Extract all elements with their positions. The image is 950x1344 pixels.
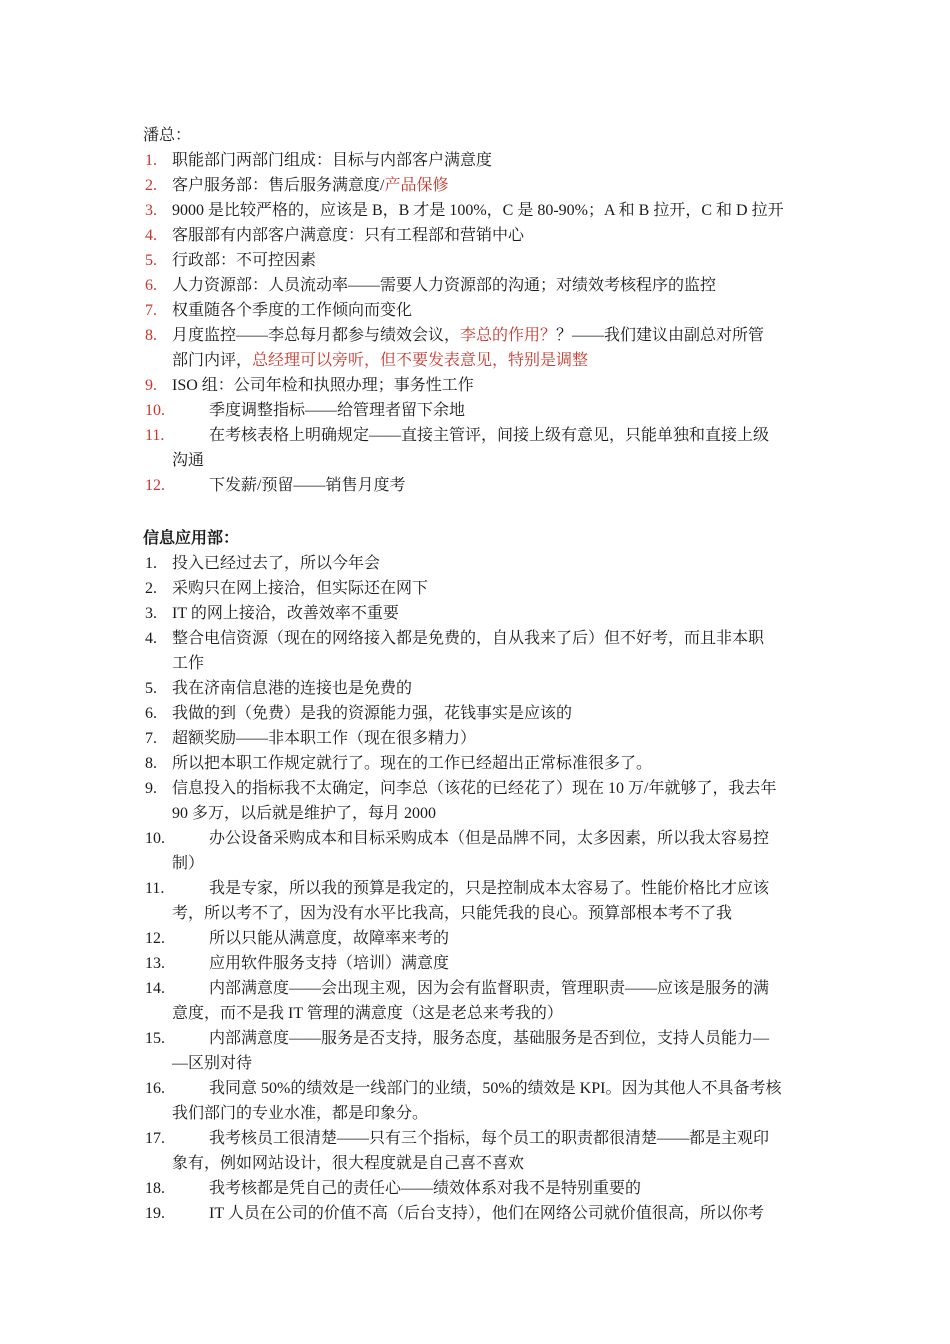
item-number: 11. [145, 880, 165, 897]
list-item [143, 1201, 913, 1226]
list-item [143, 298, 913, 323]
list-item [143, 223, 913, 248]
text-segment: IT 人员在公司的价值不高（后台支持），他们在网络公司就价值很高，所以你考 [209, 1205, 764, 1222]
list-item [143, 398, 913, 423]
item-number: 3. [145, 605, 157, 622]
item-number: 6. [145, 277, 157, 294]
list-item [143, 1076, 913, 1126]
item-number: 12. [145, 477, 165, 494]
item-line [172, 1176, 913, 1201]
item-number: 8. [145, 755, 157, 772]
item-line [172, 298, 913, 323]
text-segment: 李总的作用？ [460, 327, 557, 344]
item-number: 18. [145, 1180, 165, 1197]
text-segment: 我们部门的专业水准，都是印象分。 [172, 1105, 429, 1122]
section-heading: 潘总： [143, 127, 192, 144]
item-line [172, 1026, 913, 1051]
list-item [143, 323, 913, 373]
list-item [143, 373, 913, 398]
document-section [143, 526, 913, 1226]
text-segment: 人力资源部：人员流动率——需要人力资源部的沟通；对绩效考核程序的监控 [172, 277, 717, 294]
item-line [172, 223, 913, 248]
item-number: 1. [145, 152, 157, 169]
text-segment: 我是专家，所以我的预算是我定的，只是控制成本太容易了。性能价格比才应该 [209, 880, 770, 897]
section-heading: 信息应用部： [143, 530, 240, 547]
text-segment: 超额奖励——非本职工作（现在很多精力） [172, 730, 477, 747]
list-item [143, 751, 913, 776]
text-segment: 下发薪/预留——销售月度考 [209, 477, 406, 494]
item-line [172, 951, 913, 976]
item-line [172, 776, 913, 801]
text-segment: 我考核员工很清楚——只有三个指标，每个员工的职责都很清楚——都是主观印 [209, 1130, 770, 1147]
item-number: 10. [145, 402, 165, 419]
item-number: 2. [145, 177, 157, 194]
text-segment: 意度，而不是我 IT 管理的满意度（这是老总来考我的） [172, 1005, 563, 1022]
item-line [172, 576, 913, 601]
item-line [172, 601, 913, 626]
text-segment: 权重随各个季度的工作倾向而变化 [172, 302, 413, 319]
text-segment: 月度监控——李总每月都参与绩效会议， [172, 327, 461, 344]
list-item [143, 876, 913, 926]
text-segment: 工作 [172, 655, 205, 672]
item-number: 6. [145, 705, 157, 722]
text-segment: 整合电信资源（现在的网络接入都是免费的，自从我来了后）但不好考，而且非本职 [172, 630, 765, 647]
text-segment: 部门内评， [172, 352, 253, 369]
list-item [143, 701, 913, 726]
text-segment: 在考核表格上明确规定——直接主管评，间接上级有意见，只能单独和直接上级 [209, 427, 770, 444]
item-number: 2. [145, 580, 157, 597]
item-line [172, 248, 913, 273]
text-segment: 应用软件服务支持（培训）满意度 [209, 955, 450, 972]
text-segment: ？——我们建议由副总对所管 [556, 327, 765, 344]
text-segment: 所以只能从满意度，故障率来考的 [209, 930, 450, 947]
item-line [172, 423, 913, 448]
list-item [143, 726, 913, 751]
item-number: 10. [145, 830, 165, 847]
text-segment: 考，所以考不了，因为没有水平比我高，只能凭我的良心。预算部根本考不了我 [172, 905, 733, 922]
item-number: 11. [145, 427, 165, 444]
list-item [143, 626, 913, 676]
item-line [172, 398, 913, 423]
list-item [143, 601, 913, 626]
text-segment: 客服部有内部客户满意度：只有工程部和营销中心 [172, 227, 525, 244]
text-segment: IT 的网上接洽，改善效率不重要 [172, 605, 399, 622]
item-line [172, 626, 913, 651]
item-number: 13. [145, 955, 165, 972]
list-item [143, 976, 913, 1026]
item-number: 16. [145, 1080, 165, 1097]
item-number: 9. [145, 780, 157, 797]
text-segment: 内部满意度——会出现主观，因为会有监督职责，管理职责——应该是服务的满 [209, 980, 770, 997]
text-segment: 90 多万，以后就是维护了，每月 2000 [172, 805, 437, 822]
item-line [172, 551, 913, 576]
item-line [172, 148, 913, 173]
item-line [172, 323, 913, 348]
item-line [172, 726, 913, 751]
list-item [143, 676, 913, 701]
text-segment: 行政部：不可控因素 [172, 252, 317, 269]
item-line [172, 198, 913, 223]
text-segment: —区别对待 [172, 1055, 253, 1072]
item-line [172, 676, 913, 701]
list-item [143, 1176, 913, 1201]
text-segment: 季度调整指标——给管理者留下余地 [209, 402, 466, 419]
item-line [172, 473, 913, 498]
item-line [172, 1051, 913, 1076]
text-segment: 办公设备采购成本和目标采购成本（但是品牌不同，太多因素，所以我太容易控 [209, 830, 770, 847]
list-item [143, 473, 913, 498]
item-line [172, 373, 913, 398]
item-number: 14. [145, 980, 165, 997]
text-segment: 采购只在网上接洽，但实际还在网下 [172, 580, 429, 597]
text-segment: 我在济南信息港的连接也是免费的 [172, 680, 413, 697]
item-line [172, 1001, 913, 1026]
list-item [143, 951, 913, 976]
item-number: 5. [145, 680, 157, 697]
item-line [172, 1151, 913, 1176]
text-segment: 沟通 [172, 452, 205, 469]
text-segment: 制） [172, 855, 205, 872]
item-line [172, 1101, 913, 1126]
item-line [172, 651, 913, 676]
item-line [172, 348, 913, 373]
text-segment: 我同意 50%的绩效是一线部门的业绩，50%的绩效是 KPI。因为其他人不具备考核 [209, 1080, 782, 1097]
item-number: 9. [145, 377, 157, 394]
item-number: 12. [145, 930, 165, 947]
list-item [143, 551, 913, 576]
item-line [172, 1201, 913, 1226]
list-item [143, 423, 913, 473]
item-line [172, 173, 913, 198]
list-item [143, 926, 913, 951]
text-segment: 我考核都是凭自己的责任心——绩效体系对我不是特别重要的 [209, 1180, 642, 1197]
text-segment: 我做的到（免费）是我的资源能力强，花钱事实是应该的 [172, 705, 573, 722]
list-item [143, 826, 913, 876]
item-number: 8. [145, 327, 157, 344]
item-line [172, 976, 913, 1001]
text-segment: 职能部门两部门组成：目标与内部客户满意度 [172, 152, 493, 169]
list-item [143, 776, 913, 826]
text-segment: 产品保修 [384, 177, 449, 194]
item-number: 7. [145, 302, 157, 319]
list-item [143, 148, 913, 173]
document-content [143, 123, 913, 1226]
item-line [172, 876, 913, 901]
item-number: 3. [145, 202, 157, 219]
text-segment: 内部满意度——服务是否支持，服务态度，基础服务是否到位，支持人员能力— [209, 1030, 770, 1047]
item-line [172, 751, 913, 776]
item-number: 4. [145, 630, 157, 647]
item-number: 4. [145, 227, 157, 244]
item-number: 5. [145, 252, 157, 269]
item-number: 19. [145, 1205, 165, 1222]
item-line [172, 1126, 913, 1151]
text-segment: 9000 是比较严格的，应该是 B，B 才是 100%，C 是 80-90%；A 和 B 拉开，C 和 D 拉开 [172, 202, 784, 219]
item-number: 7. [145, 730, 157, 747]
document-section [143, 123, 913, 498]
item-line [172, 901, 913, 926]
item-line [172, 926, 913, 951]
item-line [172, 701, 913, 726]
list-item [143, 1026, 913, 1076]
list-item [143, 248, 913, 273]
item-number: 15. [145, 1030, 165, 1047]
item-line [172, 851, 913, 876]
text-segment: 总经理可以旁听，但不要发表意见，特别是调整 [252, 352, 589, 369]
item-line [172, 826, 913, 851]
item-line [172, 448, 913, 473]
text-segment: ISO 组：公司年检和执照办理；事务性工作 [172, 377, 474, 394]
item-line [172, 801, 913, 826]
list-item [143, 198, 913, 223]
list-item [143, 273, 913, 298]
text-segment: 所以把本职工作规定就行了。现在的工作已经超出正常标准很多了。 [172, 755, 653, 772]
item-number: 1. [145, 555, 157, 572]
text-segment: 投入已经过去了，所以今年会 [172, 555, 381, 572]
list-item [143, 1126, 913, 1176]
list-item [143, 576, 913, 601]
list-item [143, 173, 913, 198]
text-segment: 客户服务部：售后服务满意度/ [172, 177, 385, 194]
item-number: 17. [145, 1130, 165, 1147]
text-segment: 象有，例如网站设计，很大程度就是自己喜不喜欢 [172, 1155, 525, 1172]
item-line [172, 1076, 913, 1101]
text-segment: 信息投入的指标我不太确定，问李总（该花的已经花了）现在 10 万/年就够了，我去年 [172, 780, 777, 797]
item-line [172, 273, 913, 298]
